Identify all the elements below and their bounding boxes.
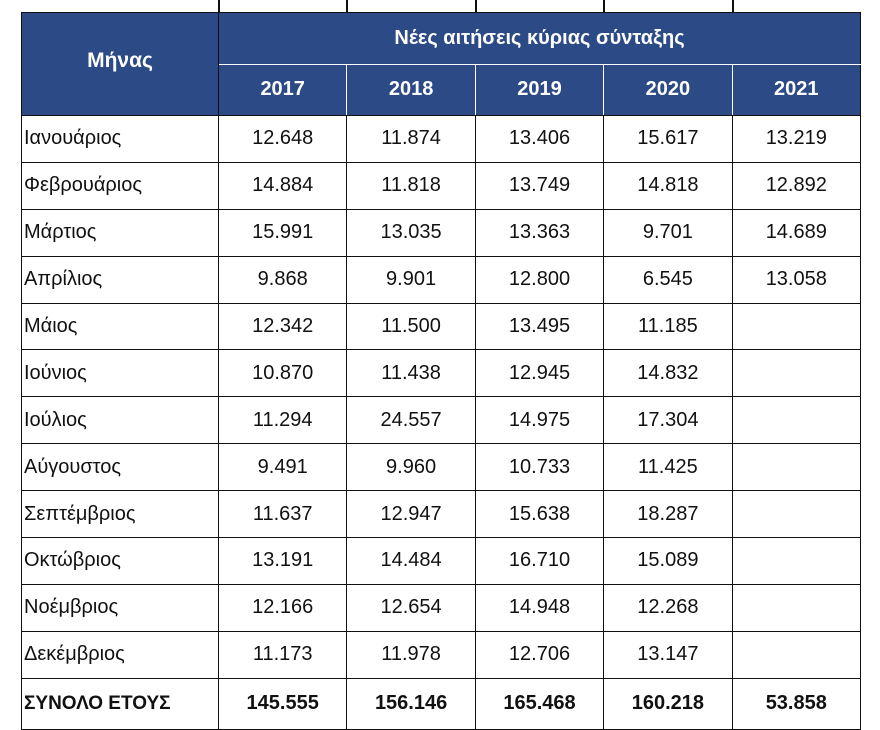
value-cell: 12.945 xyxy=(475,350,603,397)
value-cell: 13.147 xyxy=(604,631,732,678)
value-cell: 13.219 xyxy=(732,116,860,163)
value-cell: 12.800 xyxy=(475,256,603,303)
value-cell: 12.342 xyxy=(219,303,347,350)
value-cell: 13.058 xyxy=(732,256,860,303)
header-row-group xyxy=(22,13,861,65)
value-cell: 13.363 xyxy=(475,209,603,256)
month-cell: Φεβρουάριος xyxy=(22,162,219,209)
year-header-2020: 2020 xyxy=(604,64,732,116)
table-row xyxy=(22,209,861,256)
value-cell: 12.166 xyxy=(219,584,347,631)
total-row xyxy=(22,678,861,729)
table-row xyxy=(22,256,861,303)
value-cell: 15.991 xyxy=(219,209,347,256)
value-cell: 15.638 xyxy=(475,491,603,538)
value-cell: 24.557 xyxy=(347,397,475,444)
value-cell: 11.185 xyxy=(604,303,732,350)
year-header-2019: 2019 xyxy=(475,64,603,116)
value-cell: 10.733 xyxy=(475,444,603,491)
table-row xyxy=(22,350,861,397)
value-cell: 15.617 xyxy=(604,116,732,163)
table-row xyxy=(22,397,861,444)
value-cell: 14.818 xyxy=(604,162,732,209)
total-value-cell: 160.218 xyxy=(604,678,732,729)
value-cell: 13.406 xyxy=(475,116,603,163)
table-row xyxy=(22,631,861,678)
value-cell xyxy=(732,350,860,397)
pension-applications-table xyxy=(21,12,861,730)
value-cell: 12.947 xyxy=(347,491,475,538)
value-cell: 12.648 xyxy=(219,116,347,163)
value-cell: 14.884 xyxy=(219,162,347,209)
value-cell xyxy=(732,491,860,538)
total-value-cell: 145.555 xyxy=(219,678,347,729)
value-cell: 11.637 xyxy=(219,491,347,538)
value-cell: 12.654 xyxy=(347,584,475,631)
value-cell xyxy=(732,444,860,491)
value-cell: 12.892 xyxy=(732,162,860,209)
value-cell: 13.035 xyxy=(347,209,475,256)
value-cell: 11.978 xyxy=(347,631,475,678)
value-cell: 11.173 xyxy=(219,631,347,678)
value-cell: 13.749 xyxy=(475,162,603,209)
value-cell: 14.948 xyxy=(475,584,603,631)
value-cell: 13.191 xyxy=(219,538,347,585)
month-cell: Νοέμβριος xyxy=(22,584,219,631)
month-cell: Απρίλιος xyxy=(22,256,219,303)
table-row xyxy=(22,162,861,209)
value-cell xyxy=(732,584,860,631)
value-cell xyxy=(732,631,860,678)
value-cell: 18.287 xyxy=(604,491,732,538)
value-cell: 12.268 xyxy=(604,584,732,631)
month-cell: Σεπτέμβριος xyxy=(22,491,219,538)
table-row xyxy=(22,491,861,538)
value-cell: 14.832 xyxy=(604,350,732,397)
value-cell: 11.874 xyxy=(347,116,475,163)
month-cell: Ιανουάριος xyxy=(22,116,219,163)
month-column-header: Μήνας xyxy=(22,13,219,116)
month-cell: Αύγουστος xyxy=(22,444,219,491)
value-cell: 10.870 xyxy=(219,350,347,397)
value-cell: 9.701 xyxy=(604,209,732,256)
year-header-2018: 2018 xyxy=(347,64,475,116)
value-cell: 14.975 xyxy=(475,397,603,444)
value-cell: 11.425 xyxy=(604,444,732,491)
value-cell: 16.710 xyxy=(475,538,603,585)
value-cell: 15.089 xyxy=(604,538,732,585)
value-cell: 6.545 xyxy=(604,256,732,303)
month-cell: Ιούνιος xyxy=(22,350,219,397)
total-value-cell: 53.858 xyxy=(732,678,860,729)
total-value-cell: 156.146 xyxy=(347,678,475,729)
value-cell: 11.438 xyxy=(347,350,475,397)
value-cell: 9.491 xyxy=(219,444,347,491)
new-applications-group-header: Νέες αιτήσεις κύριας σύνταξης xyxy=(219,13,861,65)
month-cell: Δεκέμβριος xyxy=(22,631,219,678)
year-header-2021: 2021 xyxy=(732,64,860,116)
month-cell: Ιούλιος xyxy=(22,397,219,444)
table-row xyxy=(22,116,861,163)
value-cell: 14.484 xyxy=(347,538,475,585)
value-cell: 17.304 xyxy=(604,397,732,444)
year-header-2017: 2017 xyxy=(219,64,347,116)
value-cell: 9.960 xyxy=(347,444,475,491)
table-row xyxy=(22,584,861,631)
value-cell: 12.706 xyxy=(475,631,603,678)
value-cell: 13.495 xyxy=(475,303,603,350)
value-cell xyxy=(732,538,860,585)
value-cell: 11.294 xyxy=(219,397,347,444)
month-cell: Μάρτιος xyxy=(22,209,219,256)
value-cell: 11.500 xyxy=(347,303,475,350)
table-row xyxy=(22,538,861,585)
month-cell: Μάιος xyxy=(22,303,219,350)
value-cell: 11.818 xyxy=(347,162,475,209)
total-value-cell: 165.468 xyxy=(475,678,603,729)
table-row xyxy=(22,303,861,350)
value-cell: 14.689 xyxy=(732,209,860,256)
value-cell xyxy=(732,397,860,444)
month-cell: Οκτώβριος xyxy=(22,538,219,585)
pension-applications-table-wrapper xyxy=(21,12,860,730)
total-label-cell: ΣΥΝΟΛΟ ΕΤΟΥΣ xyxy=(22,678,219,729)
table-row xyxy=(22,444,861,491)
value-cell: 9.901 xyxy=(347,256,475,303)
value-cell xyxy=(732,303,860,350)
value-cell: 9.868 xyxy=(219,256,347,303)
